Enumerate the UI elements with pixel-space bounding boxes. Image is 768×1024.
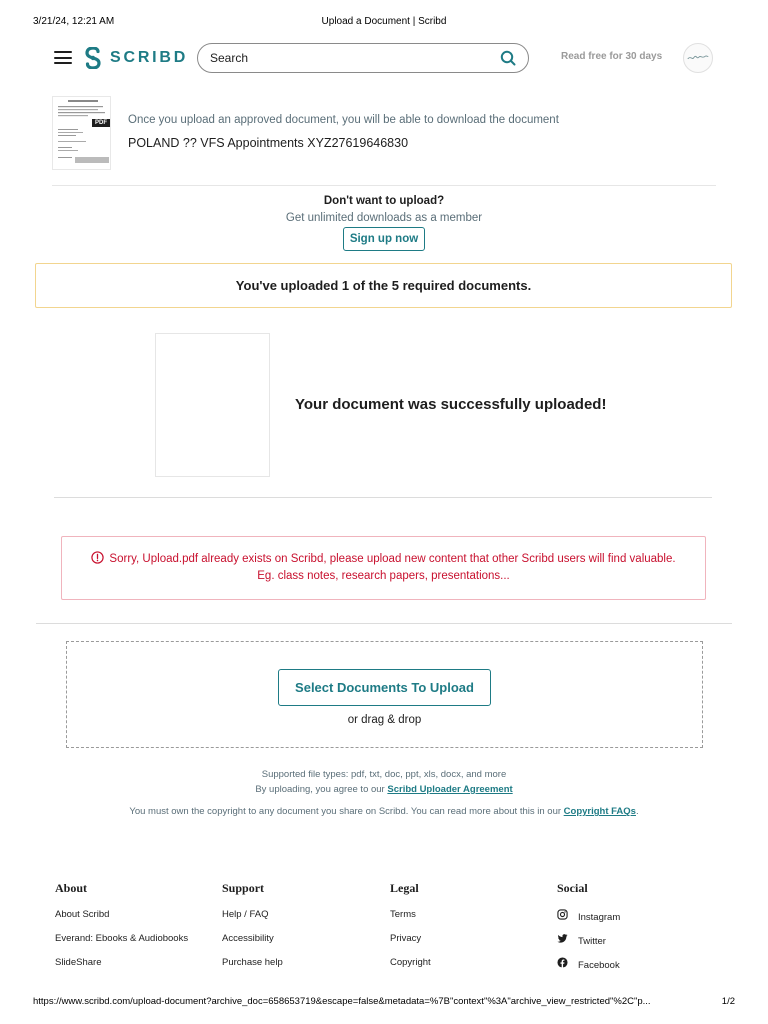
print-page-number: 1/2: [721, 996, 735, 1007]
document-title: POLAND ?? VFS Appointments XYZ27619646830: [128, 136, 409, 150]
alert-circle-icon: [91, 551, 104, 564]
duplicate-error-alert: [61, 536, 706, 600]
logo-wordmark: SCRIBD: [110, 49, 189, 66]
footer-link-facebook[interactable]: [557, 957, 620, 981]
error-message-line2: Eg. class notes, research papers, presentations...: [257, 570, 510, 582]
upload-success-message: Your document was successfully uploaded!: [295, 396, 607, 413]
document-row: [52, 96, 716, 186]
footer-link-accessibility[interactable]: Accessibility: [222, 933, 274, 944]
document-preview-icon: [53, 97, 111, 170]
footer-link-twitter[interactable]: [557, 933, 620, 957]
footer-link-help-faq[interactable]: Help / FAQ: [222, 909, 269, 920]
footer-link-everand[interactable]: Everand: Ebooks & Audiobooks: [55, 933, 189, 944]
footer-legal-title: Legal: [390, 881, 419, 895]
footer-link-slideshare[interactable]: SlideShare: [55, 957, 102, 968]
print-datetime: 3/21/24, 12:21 AM: [33, 16, 115, 27]
print-header: [33, 16, 735, 30]
drag-drop-hint: or drag & drop: [347, 714, 422, 726]
copyright-notice: [0, 806, 768, 817]
upload-dropzone[interactable]: [66, 641, 703, 748]
divider: [54, 497, 712, 498]
top-navigation: [54, 40, 714, 76]
upsell-subtitle: Get unlimited downloads as a member: [285, 212, 483, 224]
search-bar[interactable]: [197, 43, 529, 73]
avatar[interactable]: [683, 43, 713, 73]
facebook-icon: [557, 957, 568, 968]
search-icon[interactable]: [500, 50, 516, 66]
footer-about: [55, 881, 188, 981]
document-thumbnail: [52, 96, 111, 170]
footer-link-purchase-help[interactable]: Purchase help: [222, 957, 283, 968]
print-footer: [33, 996, 735, 1010]
footer-link-copyright[interactable]: Copyright: [390, 957, 431, 968]
scribd-logo[interactable]: [84, 45, 188, 71]
footer-link-about-scribd[interactable]: About Scribd: [55, 909, 110, 920]
footer-social-title: Social: [557, 881, 588, 895]
scribd-logo-icon: [84, 47, 102, 69]
footer-support: [222, 881, 283, 981]
error-message-line1: Sorry, Upload.pdf already exists on Scribd, please upload new content that other Scribd users will find valuable.: [109, 553, 676, 565]
print-page-title: Upload a Document | Scribd: [321, 16, 447, 27]
footer-link-privacy[interactable]: Privacy: [390, 933, 422, 944]
twitter-icon: [557, 933, 568, 944]
sign-up-button[interactable]: Sign up now: [343, 227, 425, 251]
footer-legal: [390, 881, 431, 981]
agreement-prefix: By uploading, you agree to our: [255, 784, 388, 795]
instagram-label: Instagram: [578, 912, 621, 923]
hamburger-menu-icon[interactable]: [54, 51, 72, 64]
facebook-label: Facebook: [578, 960, 620, 971]
print-url: https://www.scribd.com/upload-document?archive_doc=658653719&escape=false&metadata=%7B"context"%3A"archive_view_restricted"%2C"p...: [33, 996, 651, 1007]
document-note: Once you upload an approved document, you will be able to download the document: [128, 114, 559, 126]
twitter-label: Twitter: [578, 936, 606, 947]
upload-info: [0, 767, 768, 797]
uploader-agreement-line: [0, 782, 768, 797]
footer-support-title: Support: [222, 881, 265, 895]
copyright-text: You must own the copyright to any document you share on Scribd. You can read more about this in our: [129, 806, 564, 817]
footer-link-terms[interactable]: Terms: [390, 909, 416, 920]
upsell-section: [0, 195, 768, 251]
footer-social: [557, 881, 620, 981]
supported-file-types: Supported file types: pdf, txt, doc, ppt, xls, docx, and more: [261, 769, 507, 780]
copyright-faqs-link[interactable]: Copyright FAQs: [563, 806, 636, 817]
search-input[interactable]: [210, 51, 500, 65]
read-free-link[interactable]: Read free for 30 days: [561, 51, 663, 62]
pdf-badge: PDF: [92, 119, 110, 127]
upsell-title: Don't want to upload?: [323, 195, 445, 207]
uploaded-document-thumbnail: [155, 333, 270, 477]
avatar-signature-icon: [684, 44, 712, 72]
divider: [36, 623, 732, 624]
footer-link-instagram[interactable]: [557, 909, 620, 933]
upload-progress-banner: You've uploaded 1 of the 5 required documents.: [35, 263, 732, 308]
copyright-suffix: .: [635, 806, 639, 817]
instagram-icon: [557, 909, 568, 920]
uploader-agreement-link[interactable]: Scribd Uploader Agreement: [387, 784, 513, 795]
footer-about-title: About: [55, 881, 88, 895]
select-documents-button[interactable]: Select Documents To Upload: [278, 669, 491, 706]
